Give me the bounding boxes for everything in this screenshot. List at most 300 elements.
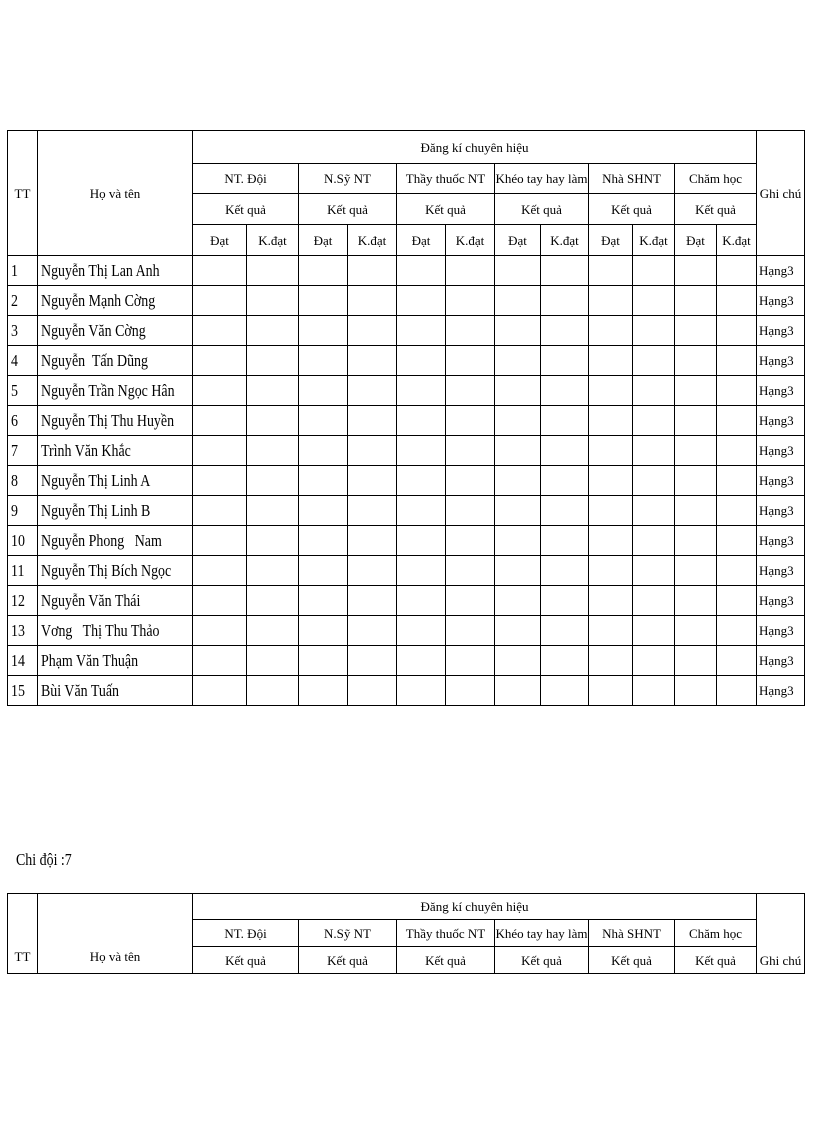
student-name-text: Nguyễn Văn Thái [41,591,141,610]
fail-cell [348,436,397,466]
pass-cell [675,646,717,676]
header-fail: K.đạt [717,225,757,256]
table-row [8,256,805,286]
fail-cell [247,676,299,706]
table-row [8,556,805,586]
pass-cell [589,316,633,346]
student-name [38,526,193,556]
pass-cell [589,556,633,586]
row-number [8,616,38,646]
pass-cell [299,616,348,646]
note-cell: Hạng3 [757,466,805,496]
pass-cell [495,556,541,586]
table-row [8,676,805,706]
pass-cell [589,616,633,646]
header-result: Kết quả [193,947,299,974]
pass-cell [675,346,717,376]
fail-cell [247,346,299,376]
fail-cell [446,616,495,646]
header-pass: Đạt [397,225,446,256]
fail-cell [446,586,495,616]
row-number [8,676,38,706]
pass-cell [675,316,717,346]
pass-cell [675,376,717,406]
fail-cell [247,376,299,406]
student-name-text: Trình Văn Khắc [41,441,131,460]
fail-cell [348,526,397,556]
table-row [8,586,805,616]
pass-cell [675,436,717,466]
header-pass: Đạt [193,225,247,256]
pass-cell [397,316,446,346]
student-name [38,616,193,646]
row-number-text: 5 [11,381,18,400]
student-name-text: Nguyễn Thị Lan Anh [41,261,160,280]
pass-cell [495,526,541,556]
header-fail: K.đạt [633,225,675,256]
fail-cell [446,376,495,406]
note-cell: Hạng3 [757,256,805,286]
fail-cell [717,436,757,466]
row-number [8,346,38,376]
header-result: Kết quả [193,194,299,225]
fail-cell [717,676,757,706]
pass-cell [193,616,247,646]
fail-cell [446,346,495,376]
student-name-text: Nguyễn Mạnh Cờng [41,291,156,310]
header-result: Kết quả [299,947,397,974]
pass-cell [495,376,541,406]
pass-cell [589,496,633,526]
note-cell: Hạng3 [757,646,805,676]
header-fail: K.đạt [247,225,299,256]
row-number-text: 15 [11,681,25,700]
header-category: NT. Đội [193,920,299,947]
note-cell: Hạng3 [757,586,805,616]
pass-cell [495,406,541,436]
header-result: Kết quả [675,947,757,974]
student-name [38,256,193,286]
pass-cell [589,646,633,676]
student-name [38,406,193,436]
pass-cell [495,256,541,286]
pass-cell [397,526,446,556]
student-name-text: Nguyễn Phong Nam [41,531,162,550]
pass-cell [589,586,633,616]
fail-cell [348,286,397,316]
fail-cell [446,256,495,286]
row-number-text: 10 [11,531,25,550]
note-cell: Hạng3 [757,406,805,436]
student-name-text: Nguyễn Thị Linh B [41,501,151,520]
pass-cell [397,586,446,616]
pass-cell [299,256,348,286]
row-number-text: 2 [11,291,18,310]
fail-cell [348,496,397,526]
fail-cell [247,496,299,526]
fail-cell [541,556,589,586]
student-name-text: Phạm Văn Thuận [41,651,139,670]
header-fail: K.đạt [541,225,589,256]
row-number-text: 3 [11,321,18,340]
student-name [38,466,193,496]
pass-cell [495,466,541,496]
note-cell: Hạng3 [757,556,805,586]
pass-cell [193,496,247,526]
row-number [8,586,38,616]
header-pass: Đạt [299,225,348,256]
row-number-text: 7 [11,441,18,460]
pass-cell [495,436,541,466]
note-cell: Hạng3 [757,526,805,556]
header-result: Kết quả [299,194,397,225]
fail-cell [446,676,495,706]
pass-cell [397,466,446,496]
pass-cell [193,466,247,496]
pass-cell [675,676,717,706]
pass-cell [299,526,348,556]
student-name-text: Nguyễn Thị Bích Ngọc [41,561,172,580]
student-name [38,586,193,616]
header-pass: Đạt [675,225,717,256]
pass-cell [193,436,247,466]
fail-cell [446,316,495,346]
fail-cell [541,646,589,676]
fail-cell [717,556,757,586]
row-number [8,646,38,676]
fail-cell [633,496,675,526]
pass-cell [299,436,348,466]
header-category: Khéo tay hay làm [495,164,589,194]
fail-cell [633,676,675,706]
header-pass: Đạt [589,225,633,256]
header-result: Kết quả [495,947,589,974]
fail-cell [541,616,589,646]
row-number [8,496,38,526]
pass-cell [193,586,247,616]
pass-cell [397,646,446,676]
fail-cell [348,346,397,376]
note-cell: Hạng3 [757,496,805,526]
row-number-text: 1 [11,261,18,280]
header-badge-group: Đăng kí chuyên hiệu [193,131,757,164]
note-cell: Hạng3 [757,376,805,406]
fail-cell [247,286,299,316]
fail-cell [541,466,589,496]
fail-cell [633,376,675,406]
pass-cell [495,286,541,316]
table-row [8,376,805,406]
fail-cell [633,406,675,436]
pass-cell [495,646,541,676]
pass-cell [397,346,446,376]
fail-cell [348,376,397,406]
pass-cell [675,286,717,316]
fail-cell [348,256,397,286]
pass-cell [193,646,247,676]
pass-cell [299,286,348,316]
fail-cell [717,316,757,346]
fail-cell [446,526,495,556]
pass-cell [589,436,633,466]
pass-cell [299,586,348,616]
student-name [38,676,193,706]
row-number [8,286,38,316]
pass-cell [397,676,446,706]
row-number-text: 6 [11,411,18,430]
note-cell: Hạng3 [757,676,805,706]
student-name-text: Nguyễn Văn Cờng [41,321,146,340]
pass-cell [589,466,633,496]
row-number [8,376,38,406]
pass-cell [193,376,247,406]
fail-cell [633,256,675,286]
pass-cell [675,586,717,616]
note-cell: Hạng3 [757,616,805,646]
table-row [8,466,805,496]
pass-cell [193,556,247,586]
table-row [8,646,805,676]
fail-cell [633,346,675,376]
header-result: Kết quả [589,947,675,974]
fail-cell [348,316,397,346]
pass-cell [495,496,541,526]
pass-cell [397,556,446,586]
fail-cell [247,526,299,556]
student-name-text: Bùi Văn Tuấn [41,681,119,700]
fail-cell [446,556,495,586]
pass-cell [397,616,446,646]
fail-cell [541,436,589,466]
pass-cell [193,526,247,556]
fail-cell [247,256,299,286]
pass-cell [495,616,541,646]
row-number-text: 14 [11,651,25,670]
fail-cell [633,526,675,556]
row-number [8,406,38,436]
fail-cell [348,466,397,496]
student-name [38,556,193,586]
pass-cell [675,496,717,526]
fail-cell [348,556,397,586]
pass-cell [397,436,446,466]
fail-cell [247,646,299,676]
pass-cell [397,286,446,316]
note-cell: Hạng3 [757,346,805,376]
pass-cell [397,256,446,286]
table-row [8,406,805,436]
squad-caption: Chi đội :7 [16,850,72,869]
pass-cell [589,256,633,286]
fail-cell [247,436,299,466]
fail-cell [348,586,397,616]
pass-cell [675,256,717,286]
pass-cell [675,406,717,436]
pass-cell [299,496,348,526]
fail-cell [717,526,757,556]
pass-cell [495,586,541,616]
student-name [38,346,193,376]
table-row [8,316,805,346]
student-name-text: Vơng Thị Thu Thảo [41,621,160,640]
pass-cell [675,466,717,496]
pass-cell [589,406,633,436]
header-category: Nhà SHNT [589,920,675,947]
fail-cell [446,646,495,676]
header-category: Chăm học [675,164,757,194]
student-name-text: Nguyễn Thị Linh A [41,471,151,490]
fail-cell [633,466,675,496]
fail-cell [247,406,299,436]
student-name-text: Nguyễn Thị Thu Huyền [41,411,175,430]
fail-cell [541,346,589,376]
fail-cell [247,316,299,346]
row-number-text: 13 [11,621,25,640]
row-number [8,526,38,556]
fail-cell [633,646,675,676]
header-category: N.Sỹ NT [299,164,397,194]
row-number-text: 8 [11,471,18,490]
header-result: Kết quả [495,194,589,225]
header-tt: TT [8,894,38,974]
pass-cell [495,316,541,346]
table-row [8,616,805,646]
row-number [8,466,38,496]
badge-registration-table [7,130,805,706]
fail-cell [348,616,397,646]
fail-cell [348,406,397,436]
badge-registration-table-2 [7,893,805,974]
header-pass: Đạt [495,225,541,256]
student-name [38,496,193,526]
pass-cell [193,346,247,376]
fail-cell [633,556,675,586]
fail-cell [541,406,589,436]
fail-cell [717,466,757,496]
student-name [38,286,193,316]
fail-cell [717,646,757,676]
note-cell: Hạng3 [757,436,805,466]
fail-cell [348,676,397,706]
pass-cell [299,346,348,376]
fail-cell [717,286,757,316]
fail-cell [717,586,757,616]
row-number-text: 11 [11,561,25,580]
row-number [8,436,38,466]
fail-cell [541,376,589,406]
pass-cell [675,616,717,646]
pass-cell [193,406,247,436]
fail-cell [541,586,589,616]
row-number-text: 4 [11,351,18,370]
fail-cell [446,496,495,526]
header-category: Chăm học [675,920,757,947]
student-name [38,436,193,466]
fail-cell [446,466,495,496]
pass-cell [299,406,348,436]
header-badge-group: Đăng kí chuyên hiệu [193,894,757,920]
student-name-text: Nguyễn Tấn Dũng [41,351,148,370]
header-category: NT. Đội [193,164,299,194]
fail-cell [446,406,495,436]
pass-cell [299,316,348,346]
fail-cell [633,616,675,646]
fail-cell [541,496,589,526]
table-row [8,346,805,376]
fail-cell [247,586,299,616]
pass-cell [589,376,633,406]
header-category: Khéo tay hay làm [495,920,589,947]
header-result: Kết quả [397,947,495,974]
row-number-text: 9 [11,501,18,520]
header-category: Thầy thuốc NT [397,920,495,947]
fail-cell [717,406,757,436]
pass-cell [299,556,348,586]
pass-cell [193,286,247,316]
fail-cell [541,286,589,316]
fail-cell [541,676,589,706]
fail-cell [633,286,675,316]
pass-cell [495,676,541,706]
header-category: N.Sỹ NT [299,920,397,947]
header-fail: K.đạt [446,225,495,256]
pass-cell [299,466,348,496]
fail-cell [717,256,757,286]
pass-cell [193,316,247,346]
pass-cell [589,526,633,556]
fail-cell [541,256,589,286]
fail-cell [717,376,757,406]
fail-cell [633,436,675,466]
fail-cell [717,496,757,526]
pass-cell [193,256,247,286]
row-number [8,556,38,586]
header-category: Nhà SHNT [589,164,675,194]
pass-cell [589,676,633,706]
fail-cell [446,436,495,466]
fail-cell [247,556,299,586]
table-row [8,286,805,316]
header-category: Thầy thuốc NT [397,164,495,194]
pass-cell [589,346,633,376]
header-note: Ghi chú [757,894,805,974]
header-result: Kết quả [589,194,675,225]
student-name [38,316,193,346]
fail-cell [717,346,757,376]
row-number [8,256,38,286]
student-name [38,376,193,406]
pass-cell [299,646,348,676]
pass-cell [299,676,348,706]
pass-cell [397,406,446,436]
fail-cell [541,316,589,346]
fail-cell [446,286,495,316]
pass-cell [397,496,446,526]
header-result: Kết quả [397,194,495,225]
fail-cell [247,466,299,496]
student-name [38,646,193,676]
pass-cell [299,376,348,406]
row-number [8,316,38,346]
note-cell: Hạng3 [757,286,805,316]
header-tt: TT [8,131,38,256]
fail-cell [348,646,397,676]
fail-cell [541,526,589,556]
pass-cell [193,676,247,706]
note-cell: Hạng3 [757,316,805,346]
fail-cell [633,316,675,346]
student-name-text: Nguyễn Trần Ngọc Hân [41,381,175,400]
